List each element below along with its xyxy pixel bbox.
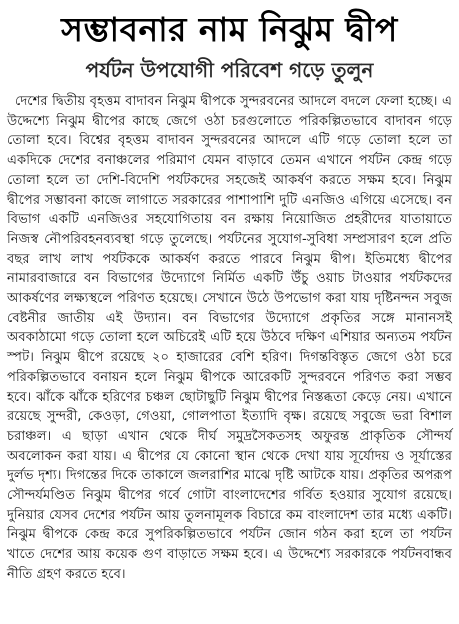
headline: সম্ভাবনার নাম নিঝুম দ্বীপ	[61, 10, 398, 49]
article-body: দেশের দ্বিতীয় বৃহত্তম বাদাবন নিঝুম দ্বীপকে সুন্দরবনের আদলে বদলে ফেলা হচ্ছে। এ উদ্দেশ্যে নিঝুম দ্বীপের কাছে জেগে ওঠা চরগুলোতে পরিকল্পিতভাবে বাদাবন গড়ে তোলা হবে। বিশ্বের বৃহত্তম বাদাবন সুন্দরবনের আদলে এটি গড়ে তোলা হলে তা একদিকে দেশের বনাঞ্চলের পরিমাণ যেমন বাড়াবে তেমন এখানে পর্যটন কেন্দ্র গড়ে তোলা হলে তা দেশি-বিদেশি পর্যটকদের সহজেই আকর্ষণ করতে সক্ষম হবে। নিঝুম দ্বীপের সম্ভাবনা কাজে লাগাতে সরকারের পাশাপাশি দুটি এনজিও এগিয়ে এসেছে। বন বিভাগ একটি এনজিওর সহযোগিতায় বন রক্ষায় নিয়োজিত প্রহরীদের যাতায়াতে নিজস্ব নৌপরিবহনব্যবস্থা গড়ে তুলেছে। পর্যটনের সুযোগ-সুবিধা সম্প্রসারণ হলে প্রতি বছর লাখ লাখ পর্যটককে আকর্ষণ করতে পারবে নিঝুম দ্বীপ। ইতিমধ্যে দ্বীপের নামারবাজারে বন বিভাগের উদ্যোগে নির্মিত একটি উঁচু ওয়াচ টাওয়ার পর্যটকদের আকর্ষণের লক্ষ্যস্থলে পরিণত হয়েছে। সেখানে উঠে উপভোগ করা যায় দৃষ্টিনন্দন সবুজ বেষ্টনীর জাতীয় এই উদ্যান। বন বিভাগের উদ্যোগে প্রকৃতির সঙ্গে মানানসই অবকাঠামো গড়ে তোলা হলে অচিরেই এটি হয়ে উঠবে দক্ষিণ এশিয়ার অন্যতম পর্যটন স্পট। নিঝুম দ্বীপে রয়েছে ২০ হাজারের বেশি হরিণ। দিগন্তবিস্তৃত জেগে ওঠা চরে পরিকল্পিতভাবে বনায়ন হলে নিঝুম দ্বীপকে আরেকটি সুন্দরবনে পরিণত করা সম্ভব হবে। ঝাঁকে ঝাঁকে হরিণের চঞ্চল ছোটাছুটি নিঝুম দ্বীপের নিস্তব্ধতা কেড়ে নেয়। এখানে রয়েছে সুন্দরী, কেওড়া, গেওয়া, গোলপাতা ইত্যাদি বৃক্ষ। রয়েছে সবুজে ভরা বিশাল চরাঞ্চল। এ ছাড়া এখান থেকে দীর্ঘ সমুদ্রসৈকতসহ অফুরন্ত প্রাকৃতিক সৌন্দর্য অবলোকন করা যায়। এ দ্বীপের যে কোনো স্থান থেকে দেখা যায় সূর্যোদয় ও সূর্যাস্তের দুর্লভ দৃশ্য। দিগন্তের দিকে তাকালে জলরাশির মাঝে দৃষ্টি আটকে যায়। প্রকৃতির অপরূপ সৌন্দর্যমণ্ডিত নিঝুম দ্বীপের গর্বে গোটা বাংলাদেশের গর্বিত হওয়ার সুযোগ রয়েছে। দুনিয়ার যেসব দেশের পর্যটন আয় তুলনামূলক বিচারে কম বাংলাদেশ তার মধ্যে একটি। নিঝুম দ্বীপকে কেন্দ্র করে সুপরিকল্পিতভাবে পর্যটন জোন গঠন করা হলে তা পর্যটন খাতে দেশের আয় কয়েক গুণ বাড়াতে সক্ষম হবে। এ উদ্দেশ্যে সরকারকে পর্যটনবান্ধব নীতি গ্রহণ করতে হবে।	[7, 94, 452, 582]
subheadline: পর্যটন উপযোগী পরিবেশ গড়ে তুলুন	[85, 58, 374, 82]
